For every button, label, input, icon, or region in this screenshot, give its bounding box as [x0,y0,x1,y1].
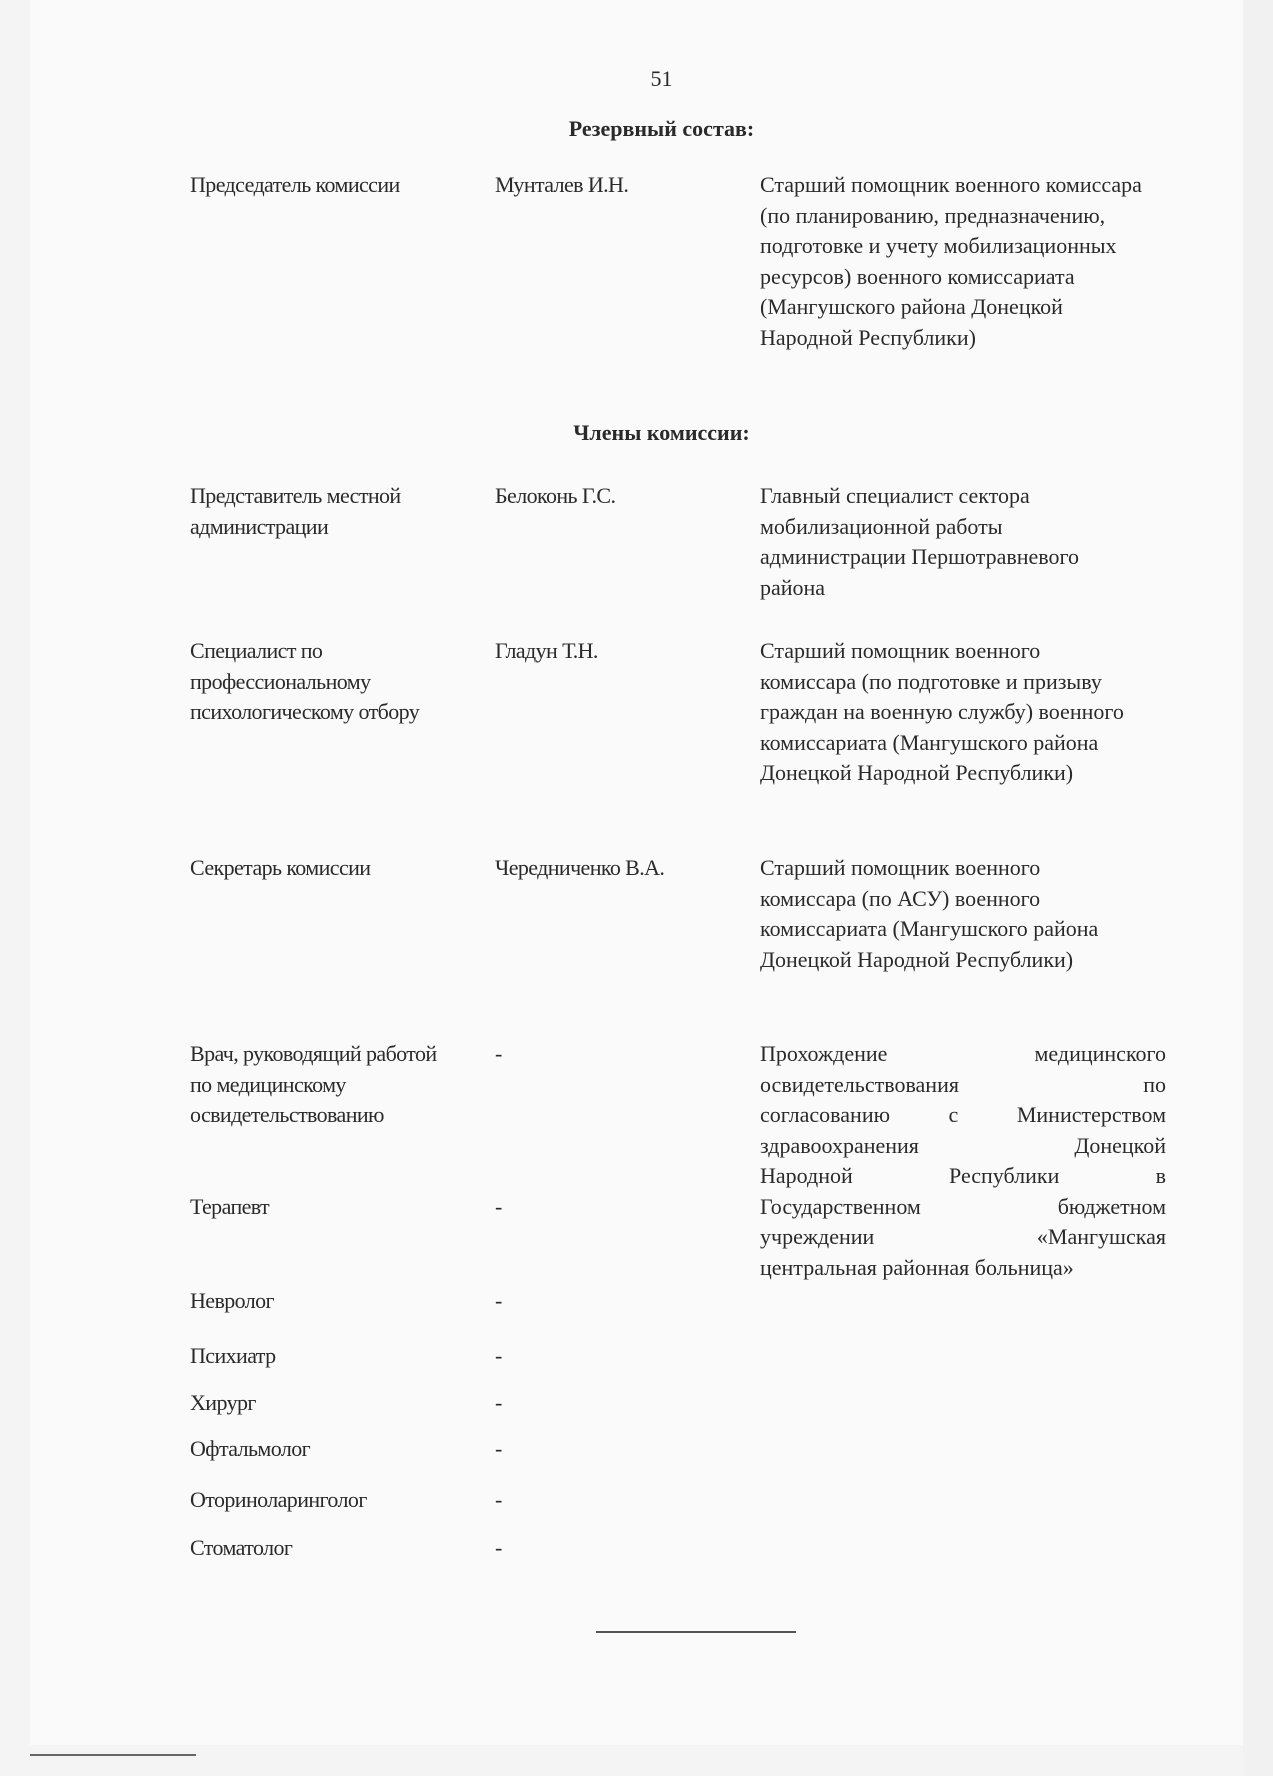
person-name: Гладун Т.Н. [495,638,598,663]
person-name-placeholder: - [495,1436,502,1461]
role-label: Врач, руководящий работой по медицинскому освидетельствованию [190,1041,437,1127]
person-name-placeholder: - [495,1487,502,1512]
medical-note-line: освидетельствования по [760,1071,1166,1097]
role-label: Представитель местной администрации [190,483,401,539]
reserve-heading: Резервный состав: [568,116,755,141]
role-label: Специалист по профессиональному психологическому отбору [190,638,420,724]
role-label: Оториноларинголог [190,1487,367,1512]
position-text: Старший помощник военного комиссара (по подготовке и призыву граждан на военную службу) военного комиссариата (Мангушского района Донецкой Народной Республики) [760,638,1124,785]
medical-note [760,1039,1166,1283]
role-label: Секретарь комиссии [190,855,371,880]
role-label: Стоматолог [190,1535,293,1560]
end-of-document-rule [596,1631,796,1633]
medical-note-line: Государственном бюджетном [760,1193,1166,1219]
role-label: Невролог [190,1288,274,1313]
medical-note-line: Прохождение медицинского [760,1041,1166,1066]
scan-page-edge [1243,0,1273,1776]
medical-note-line: согласованию с Министерством [760,1102,1166,1127]
medical-note-line: Народной Республики в [760,1163,1166,1188]
position-text: Старший помощник военного комиссара (по планированию, предназначению, подготовке и учету мобилизационных ресурсов) военного комиссариата (Мангушского района Донецкой Народной Республики) [760,172,1142,350]
position-text: Главный специалист сектора мобилизационной работы администрации Першотравневого района [760,483,1080,600]
role-label: Офтальмолог [190,1436,311,1461]
medical-note-line: учреждении «Мангушская [760,1224,1166,1249]
person-name: Мунталев И.Н. [495,172,629,197]
role-label: Хирург [190,1390,256,1415]
person-name-placeholder: - [495,1343,502,1368]
role-label: Председатель комиссии [190,172,400,197]
person-name-placeholder: - [495,1194,502,1219]
members-heading: Члены комиссии: [573,420,750,445]
person-name-placeholder: - [495,1390,502,1415]
role-label: Психиатр [190,1343,276,1368]
person-name-placeholder: - [495,1535,502,1560]
medical-note-line: центральная районная больница» [760,1254,1074,1280]
person-name-placeholder: - [495,1288,502,1313]
role-label: Терапевт [190,1194,270,1219]
person-name: Чередниченко В.А. [495,855,665,880]
position-text: Старший помощник военного комиссара (по АСУ) военного комиссариата (Мангушского района Донецкой Народной Республики) [760,855,1099,972]
scan-artifact-line [30,1754,196,1756]
medical-note-line: здравоохранения Донецкой [760,1132,1166,1158]
person-name-placeholder: - [495,1041,502,1066]
page-number: 51 [650,66,673,91]
person-name: Белоконь Г.С. [495,483,616,508]
